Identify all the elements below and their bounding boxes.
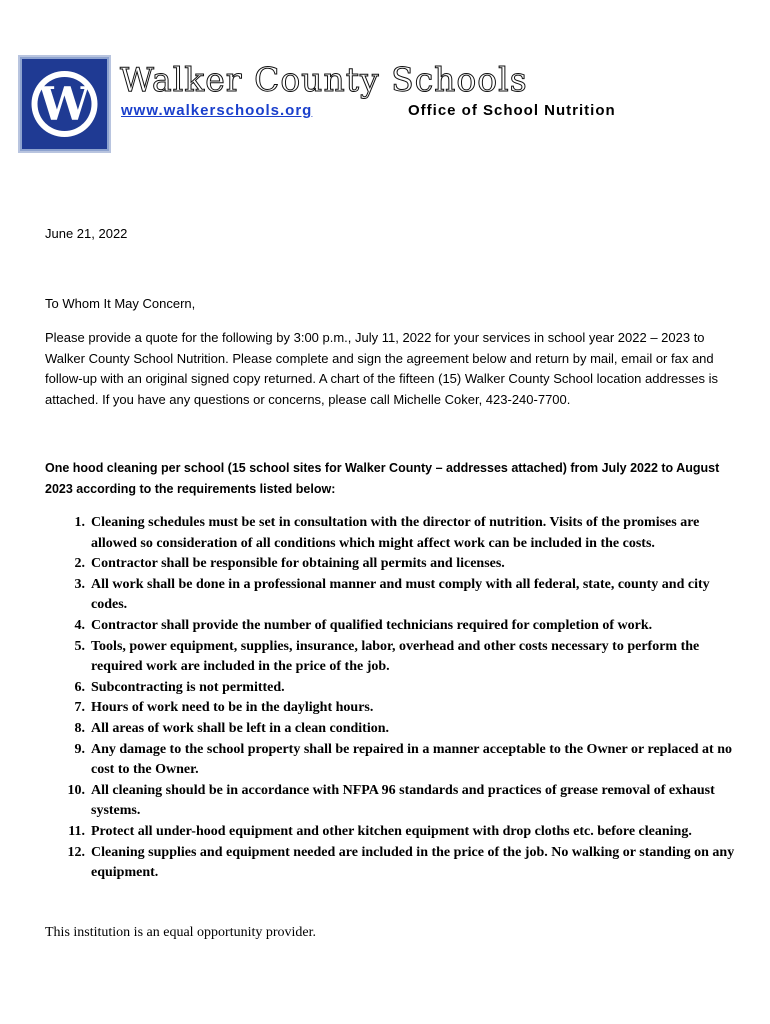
requirement-number: 9. (74, 741, 85, 757)
requirement-text: All cleaning should be in accordance with NFPA 96 standards and practices of grease removal of exhaust systems. (91, 782, 715, 819)
requirement-item (45, 740, 735, 781)
w-logo-icon (22, 59, 107, 149)
requirement-number: 7. (74, 700, 85, 716)
requirement-text: All work shall be done in a professional manner and must comply with all federal, state, county and city codes. (91, 576, 710, 613)
requirement-number: 10. (67, 782, 85, 798)
requirement-number: 2. (74, 556, 85, 572)
requirement-item (45, 843, 735, 884)
requirement-number: 8. (74, 720, 85, 736)
requirement-item (45, 575, 735, 616)
intro-paragraph: Please provide a quote for the following by 3:00 p.m., July 11, 2022 for your services in school year 2022 – 2023 to Walker County School Nutrition. Please complete and sign the agreement below and return by mail, email or fax and follow-up with an original signed copy returned. A chart of the fifteen (15) Walker County School location addresses is attached. If you have any questions or concerns, please call Michelle Coker, 423-240-7700. (45, 330, 718, 407)
requirement-number: 6. (74, 679, 85, 695)
requirement-number: 4. (74, 617, 85, 633)
requirement-text: Contractor shall provide the number of qualified technicians required for completion of work. (91, 617, 653, 633)
requirement-text: Any damage to the school property shall be repaired in a manner acceptable to the Owner or replaced at no cost to the Owner. (91, 741, 732, 778)
requirement-text: All areas of work shall be left in a clean condition. (91, 720, 390, 736)
requirement-item (45, 637, 735, 678)
requirement-item (45, 719, 735, 740)
requirement-item (45, 822, 735, 843)
requirement-text: Hours of work need to be in the daylight hours. (91, 700, 374, 716)
letter-date: June 21, 2022 (45, 226, 128, 241)
requirement-item (45, 678, 735, 699)
requirement-item (45, 698, 735, 719)
requirement-text: Subcontracting is not permitted. (91, 679, 285, 695)
requirement-item (45, 616, 735, 637)
requirement-number: 1. (74, 515, 85, 530)
org-title: Walker County Schools (120, 60, 528, 99)
requirement-item (45, 554, 735, 575)
requirement-text: Contractor shall be responsible for obtaining all permits and licenses. (91, 556, 505, 572)
requirement-number: 11. (68, 823, 85, 839)
requirement-item (45, 513, 735, 554)
requirements-list (45, 513, 735, 884)
website-link[interactable]: www.walkerschools.org (121, 102, 313, 119)
requirement-number: 12. (67, 844, 85, 860)
equal-opportunity-statement: This institution is an equal opportunity provider. (45, 925, 317, 940)
requirement-number: 5. (74, 638, 85, 654)
requirement-text: Protect all under-hood equipment and other kitchen equipment with drop cloths etc. before cleaning. (91, 823, 692, 839)
scope-statement: One hood cleaning per school (15 school sites for Walker County – addresses attached) from July 2022 to August 2023 according to the requirements listed below: (45, 461, 720, 496)
requirement-number: 3. (74, 576, 85, 592)
requirement-text: Tools, power equipment, supplies, insurance, labor, overhead and other costs necessary to perform the required work are included in the price of the job. (91, 638, 700, 675)
requirement-item (45, 781, 735, 822)
department-name: Office of School Nutrition (408, 102, 616, 119)
requirement-text: Cleaning supplies and equipment needed are included in the price of the job. No walking or standing on any equipment. (91, 844, 735, 881)
requirement-text: Cleaning schedules must be set in consultation with the director of nutrition. Visits of the promises are allowed so consideration of all conditions which might affect work can be included in the costs. (91, 515, 700, 551)
school-logo (20, 57, 109, 151)
letter-greeting: To Whom It May Concern, (45, 296, 196, 311)
logo-letter: W (38, 77, 91, 131)
